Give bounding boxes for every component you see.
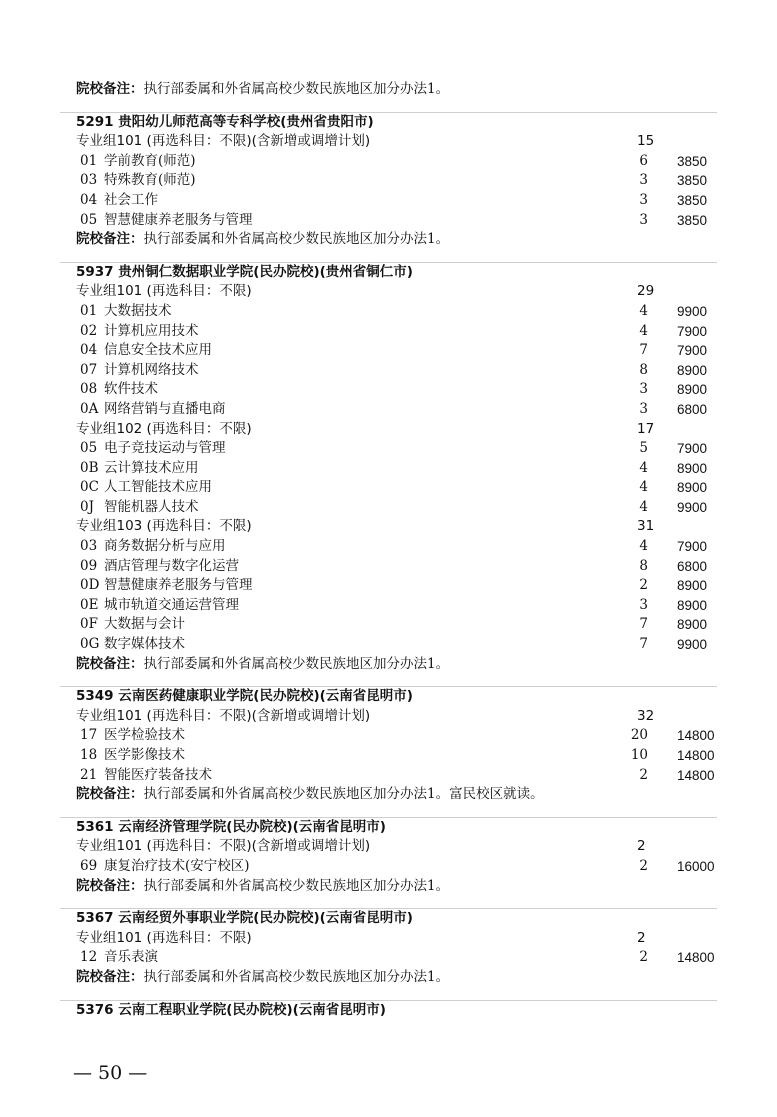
major-name: 医学影像技术 [104,747,185,763]
major-fee: 14800 [677,748,715,763]
note-label: 院校备注： [76,968,144,985]
school-title: 5376 云南工程职业学院(民办院校)(云南省昆明市) [76,1001,386,1018]
major-code: 0J [80,498,95,515]
major-row [0,171,777,191]
major-code: 0F [80,616,98,633]
group-count: 17 [637,420,655,437]
school-title: 5937 贵州铜仁数据职业学院(民办院校)(贵州省铜仁市) [76,263,413,280]
major-fee: 14800 [677,767,715,783]
school-note [0,655,777,675]
major-code: 18 [80,747,98,763]
major-row [0,635,777,655]
note-text: 执行部委属和外省属高校少数民族地区加分办法1。 [143,231,450,248]
major-fee: 3850 [677,212,708,228]
major-row [0,766,777,786]
note-text: 执行部委属和外省属高校少数民族地区加分办法1。富民校区就读。 [143,786,544,803]
major-code: 0E [80,596,99,613]
group-label: 专业组102 (再选科目：不限) [76,420,252,437]
major-row [0,478,777,498]
document-page [0,80,777,1020]
major-count: 3 [639,172,648,189]
school-note [0,877,777,897]
major-fee: 6800 [677,558,708,574]
group-count: 29 [637,283,655,300]
major-name: 计算机网络技术 [104,361,199,378]
major-code: 21 [80,766,98,783]
major-row [0,557,777,577]
major-code: 01 [80,152,98,169]
major-row [0,726,777,746]
group-row [0,517,777,537]
major-row [0,322,777,342]
major-count: 8 [639,557,648,574]
major-fee: 7900 [677,323,708,339]
group-label: 专业组103 (再选科目：不限) [76,518,252,535]
major-fee: 8900 [677,617,708,633]
major-code: 69 [80,857,98,874]
major-row [0,537,777,557]
major-row [0,361,777,381]
major-count: 7 [639,636,648,653]
major-code: 07 [80,361,98,378]
group-count: 32 [637,707,655,724]
major-count: 6 [639,152,648,169]
major-fee: 7900 [677,343,708,359]
spacer [0,805,777,817]
spacer [0,250,777,262]
group-count: 2 [637,929,646,946]
major-count: 10 [630,747,648,763]
major-count: 2 [639,949,648,966]
major-fee: 3850 [677,173,708,189]
major-count: 4 [639,302,648,319]
major-code: 05 [80,440,98,457]
major-fee: 8900 [677,597,708,613]
major-code: 0B [80,459,99,476]
major-code: 01 [80,302,98,319]
note-text: 执行部委属和外省属高校少数民族地区加分办法1。 [143,968,450,985]
note-text: 执行部委属和外省属高校少数民族地区加分办法1。 [143,81,450,97]
major-row [0,857,777,877]
major-code: 17 [80,727,98,744]
school-title: 5361 云南经济管理学院(民办院校)(云南省昆明市) [76,818,386,835]
page-number: — 50 — [73,1062,148,1084]
group-label: 专业组101 (再选科目：不限) [76,929,252,946]
major-count: 4 [639,479,648,496]
school-note [0,80,777,100]
group-row [0,837,777,857]
major-fee: 7900 [677,539,708,555]
major-row [0,152,777,172]
major-count: 4 [639,322,648,339]
note-label: 院校备注： [76,786,144,803]
major-name: 大数据技术 [104,302,172,319]
major-count: 3 [639,400,648,417]
school-title: 5349 云南医药健康职业学院(民办院校)(云南省昆明市) [76,688,413,705]
major-code: 05 [80,211,98,228]
major-name: 音乐表演 [104,949,158,966]
major-name: 大数据与会计 [104,616,185,633]
note-text: 执行部委属和外省属高校少数民族地区加分办法1。 [143,655,450,672]
major-code: 09 [80,557,98,574]
group-row [0,929,777,949]
major-count: 4 [639,459,648,476]
major-name: 信息安全技术应用 [104,342,212,359]
note-label: 院校备注： [76,81,144,97]
major-count: 2 [639,577,648,594]
group-label: 专业组101 (再选科目：不限)(含新增或调增计划) [76,133,371,150]
group-count: 15 [637,133,655,150]
major-name: 学前教育(师范) [104,152,196,169]
major-name: 社会工作 [104,191,158,208]
major-fee: 3850 [677,153,708,169]
major-code: 04 [80,342,98,359]
school-note [0,968,777,988]
major-name: 智慧健康养老服务与管理 [104,577,253,594]
major-count: 20 [630,727,648,744]
school-title: 5367 云南经贸外事职业学院(民办院校)(云南省昆明市) [76,910,413,927]
group-row [0,282,777,302]
major-fee: 6800 [677,401,708,417]
spacer [0,988,777,1000]
major-fee: 9900 [677,303,708,319]
major-name: 网络营销与直播电商 [104,400,226,417]
major-code: 04 [80,191,98,208]
spacer [0,100,777,112]
major-name: 云计算技术应用 [104,459,199,476]
major-count: 7 [639,616,648,633]
spacer [0,674,777,686]
major-count: 4 [639,498,648,515]
major-name: 医学检验技术 [104,727,185,744]
major-row [0,400,777,420]
major-code: 0A [80,400,99,417]
major-row [0,596,777,616]
major-fee: 8900 [677,460,708,476]
group-row [0,707,777,727]
major-row [0,191,777,211]
school-note [0,230,777,250]
major-name: 人工智能技术应用 [104,479,212,496]
major-code: 0D [80,577,100,594]
major-code: 12 [80,949,98,966]
major-name: 数字媒体技术 [104,636,185,653]
major-fee: 16000 [677,858,715,874]
major-name: 商务数据分析与应用 [104,538,226,555]
major-row [0,498,777,518]
major-code: 08 [80,381,98,398]
group-count: 31 [637,518,655,535]
major-name: 智能机器人技术 [104,498,199,515]
major-name: 软件技术 [104,381,158,398]
major-row [0,576,777,596]
note-label: 院校备注： [76,877,144,894]
major-name: 酒店管理与数字化运营 [104,557,239,574]
major-fee: 8900 [677,362,708,378]
major-row [0,341,777,361]
major-code: 02 [80,322,98,339]
spacer [0,896,777,908]
major-fee: 8900 [677,578,708,594]
school-note [0,785,777,805]
major-count: 3 [639,381,648,398]
school-title: 5291 贵阳幼儿师范高等专科学校(贵州省贵阳市) [76,113,374,130]
major-fee: 9900 [677,637,708,653]
major-count: 3 [639,596,648,613]
major-fee: 3850 [677,192,708,208]
major-row [0,380,777,400]
major-count: 5 [639,440,648,457]
major-count: 2 [639,857,648,874]
note-text: 执行部委属和外省属高校少数民族地区加分办法1。 [143,877,450,894]
major-fee: 8900 [677,382,708,398]
group-row [0,420,777,440]
major-row [0,211,777,231]
major-row [0,439,777,459]
major-fee: 14800 [677,728,715,744]
major-count: 3 [639,191,648,208]
major-code: 03 [80,538,98,555]
major-row [0,948,777,968]
major-name: 康复治疗技术(安宁校区) [104,857,250,874]
major-fee: 8900 [677,480,708,496]
note-label: 院校备注： [76,655,144,672]
group-label: 专业组101 (再选科目：不限)(含新增或调增计划) [76,707,371,724]
major-count: 3 [639,211,648,228]
group-label: 专业组101 (再选科目：不限) [76,283,252,300]
group-label: 专业组101 (再选科目：不限)(含新增或调增计划) [76,838,371,855]
major-fee: 9900 [677,499,708,515]
major-name: 智慧健康养老服务与管理 [104,211,253,228]
major-row [0,302,777,322]
group-row [0,132,777,152]
major-count: 2 [639,766,648,783]
major-count: 8 [639,361,648,378]
major-name: 智能医疗装备技术 [104,766,212,783]
major-name: 城市轨道交通运营管理 [104,596,239,613]
major-count: 4 [639,538,648,555]
note-label: 院校备注： [76,231,144,248]
major-fee: 14800 [677,950,715,966]
major-code: 0G [80,636,100,653]
major-fee: 7900 [677,441,708,457]
major-name: 特殊教育(师范) [104,172,196,189]
major-code: 03 [80,172,98,189]
major-count: 7 [639,342,648,359]
major-name: 计算机应用技术 [104,322,199,339]
major-row [0,615,777,635]
major-code: 0C [80,479,99,496]
major-row [0,459,777,479]
group-count: 2 [637,838,646,855]
major-row [0,746,777,766]
major-name: 电子竞技运动与管理 [104,440,226,457]
